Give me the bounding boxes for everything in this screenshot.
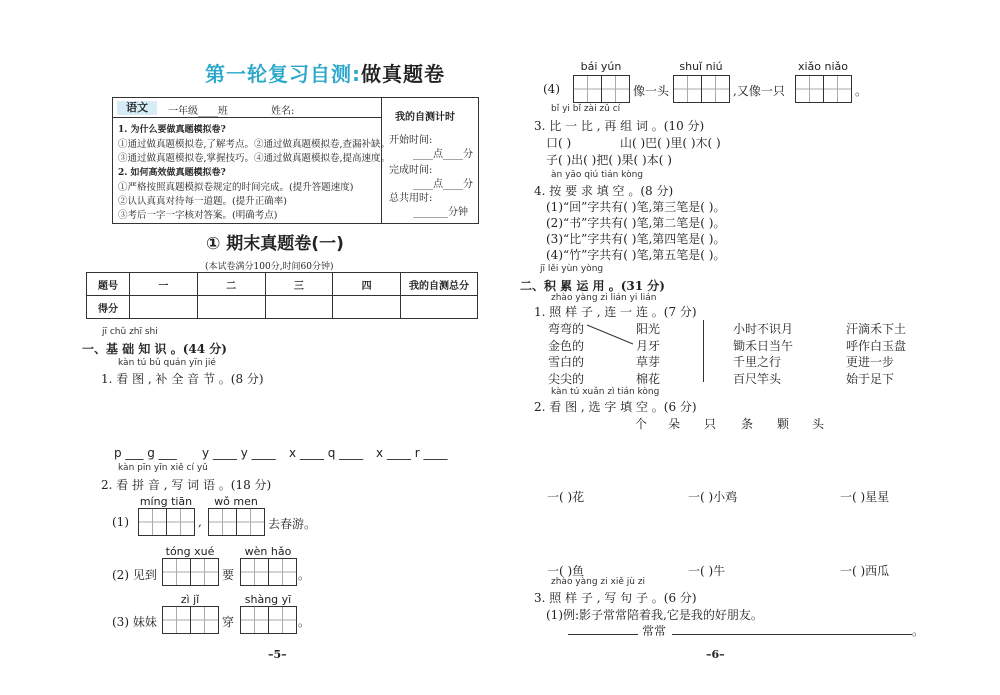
item2-end: 。	[298, 568, 311, 582]
start-label: 开始时间:	[389, 135, 433, 146]
measure-word-blank[interactable]: 一( )鱼	[547, 564, 585, 578]
fill-3: (3)“比”字共有( )笔,第四笔是( )。	[546, 232, 726, 246]
section-1-title: 一、基 础 知 识 。(44 分)	[82, 342, 227, 356]
total-label: 总共用时:	[389, 193, 433, 204]
item2-pinyin-a: tóng xué	[165, 545, 215, 558]
sentence-end: 。	[912, 624, 925, 638]
score-header: 一	[130, 273, 198, 296]
compare-row-1-start: 口( )	[546, 136, 572, 150]
sentence-pinyin: zhào yàng zi xiě jù zi	[551, 577, 646, 587]
choose-word: 头	[812, 417, 825, 431]
q2-title: 2. 看 拼 音 , 写 词 语 。(18 分)	[101, 478, 272, 492]
page-number-right: –6–	[706, 648, 725, 661]
r4-mid1: 像一头	[633, 84, 670, 98]
choose-title: 2. 看 图 , 选 字 填 空 。(6 分)	[534, 400, 697, 414]
answer-1b: ③通过做真题模拟卷,掌握技巧。④通过做真题模拟卷,提高速度。	[118, 153, 391, 164]
q4-pinyin: àn yāo qiú tián kòng	[551, 170, 643, 180]
syllable-4: x ____ r ____	[376, 446, 448, 460]
answer-1a: ①通过做真题模拟卷,了解考点。②通过做真题模拟卷,查漏补缺。	[118, 139, 391, 150]
match-mid: 棉花	[636, 372, 661, 386]
r4-mid2: ,又像一只	[733, 84, 785, 98]
score-header: 四	[333, 273, 401, 296]
item1-comma: ,	[198, 515, 202, 529]
item1-pinyin-b: wǒ men	[214, 495, 258, 508]
match-example-line	[585, 318, 635, 348]
sentence-blank[interactable]	[672, 634, 912, 635]
page-number-left: –5–	[268, 648, 287, 661]
fill-2: (2)“书”字共有( )笔,第二笔是( )。	[546, 216, 726, 230]
item1-pinyin-a: míng tiān	[139, 495, 193, 508]
name-label: 姓名:	[271, 106, 295, 117]
fill-4: (4)“竹”字共有( )笔,第五笔是( )。	[546, 248, 726, 262]
score-row-label: 得分	[87, 296, 130, 319]
r4-pinyin-b: shuǐ niú	[679, 60, 723, 73]
q4-title: 4. 按 要 求 填 空 。(8 分)	[534, 184, 674, 198]
paper-note: (本试卷满分100分,时间60分钟)	[205, 262, 334, 272]
writing-grid[interactable]	[673, 75, 730, 103]
timer-title: 我的自测计时	[395, 112, 455, 123]
syllable-1: p ___ g ___	[114, 446, 177, 460]
answer-2a: ①严格按照真题模拟卷规定的时间完成。(提升答题速度)	[118, 182, 354, 193]
r4-label: (4)	[543, 82, 560, 96]
score-cell[interactable]	[197, 296, 265, 319]
score-header: 我的自测总分	[401, 273, 478, 296]
compare-row-2: 子( )出( )把( )果( )本( )	[546, 153, 672, 167]
q3-title: 3. 比 一 比 , 再 组 词 。(10 分)	[534, 119, 705, 133]
syllable-3: x ____ q ____	[289, 446, 364, 460]
measure-word-blank[interactable]: 一( )西瓜	[840, 564, 890, 578]
r4-end: 。	[855, 84, 868, 98]
choose-pinyin: kàn tú xuǎn zì tián kòng	[551, 387, 660, 397]
q2-pinyin: kàn pīn yīn xiě cí yǔ	[118, 463, 208, 473]
info-box	[112, 97, 479, 224]
score-header: 三	[265, 273, 333, 296]
match-r2: 更进一步	[846, 355, 895, 369]
match-r1: 锄禾日当午	[733, 339, 794, 353]
match-left: 金色的	[548, 339, 585, 353]
finish-label: 完成时间:	[389, 165, 433, 176]
choose-word: 颗	[777, 417, 790, 431]
match-divider	[703, 320, 704, 382]
score-header: 二	[197, 273, 265, 296]
score-cell[interactable]	[265, 296, 333, 319]
section-2-title: 二、积 累 运 用 。(31 分)	[520, 279, 665, 293]
choose-word: 个	[635, 417, 648, 431]
q3-pinyin: bǐ yi bǐ zài zǔ cí	[551, 104, 621, 114]
sentence-example: (1)例:影子常常陪着我,它是我的好朋友。	[546, 608, 763, 622]
writing-grid[interactable]	[162, 558, 219, 586]
item2-mid: 要	[222, 568, 235, 582]
grade-line: 一年级____班	[168, 106, 228, 117]
match-pinyin: zhào yàng zi lián yi lián	[551, 293, 657, 303]
score-header: 题号	[87, 273, 130, 296]
score-cell[interactable]	[401, 296, 478, 319]
match-left: 弯弯的	[548, 322, 585, 336]
match-r1: 小时不识月	[733, 322, 794, 336]
match-r1: 百尺竿头	[733, 372, 782, 386]
measure-word-blank[interactable]: 一( )牛	[688, 564, 726, 578]
measure-word-blank[interactable]: 一( )小鸡	[688, 490, 738, 504]
question-2: 2. 如何高效做真题模拟卷?	[118, 168, 226, 178]
item2-label: (2) 见到	[112, 568, 157, 582]
page-title: 第一轮复习自测:做真题卷	[205, 62, 445, 86]
total-value: _______分钟	[413, 207, 468, 218]
start-clock: ____点____分	[413, 149, 473, 160]
match-r1: 千里之行	[733, 355, 782, 369]
match-mid: 月牙	[636, 339, 661, 353]
item3-label: (3) 妹妹	[112, 615, 157, 629]
q1-pinyin: kàn tú bǔ quán yīn jié	[118, 358, 216, 368]
writing-grid[interactable]	[208, 508, 265, 536]
sentence-fill-word: 常常	[642, 624, 667, 638]
item1-end: 去春游。	[268, 517, 317, 531]
writing-grid[interactable]	[138, 508, 195, 536]
score-cell[interactable]	[130, 296, 198, 319]
match-title: 1. 照 样 子 , 连 一 连 。(7 分)	[534, 305, 697, 319]
question-1: 1. 为什么要做真题模拟卷?	[118, 125, 226, 135]
match-mid: 草芽	[636, 355, 661, 369]
item3-pinyin-b: shàng yī	[244, 593, 292, 606]
answer-2b: ②认认真真对待每一道题。(提升正确率)	[118, 196, 287, 207]
writing-grid[interactable]	[240, 558, 297, 586]
measure-word-blank[interactable]: 一( )星星	[840, 490, 890, 504]
answer-2c: ③考后一字一字核对答案。(明确考点)	[118, 210, 278, 221]
match-r2: 呼作白玉盘	[846, 339, 907, 353]
finish-clock: ____点____分	[413, 179, 473, 190]
paper-title: ① 期末真题卷(一)	[206, 234, 344, 254]
compare-row-1: 山( )巴( )里( )木( )	[620, 136, 721, 150]
match-r2: 始于足下	[846, 372, 895, 386]
section-1-pinyin: jī chǔ zhī shi	[102, 327, 158, 337]
match-r2: 汗滴禾下土	[846, 322, 907, 336]
q1-title: 1. 看 图 , 补 全 音 节 。(8 分)	[101, 372, 264, 386]
item3-mid: 穿	[222, 615, 235, 629]
subject-badge: 语文	[117, 101, 157, 115]
item1-label: (1)	[112, 515, 129, 529]
fill-1: (1)“回”字共有( )笔,第三笔是( )。	[546, 200, 726, 214]
match-left: 雪白的	[548, 355, 585, 369]
sentence-title: 3. 照 样 子 , 写 句 子 。(6 分)	[534, 591, 697, 605]
score-cell[interactable]	[333, 296, 401, 319]
writing-grid[interactable]	[795, 75, 852, 103]
choose-word: 条	[741, 417, 754, 431]
section-2-pinyin: jī lěi yùn yòng	[540, 264, 604, 274]
item3-end: 。	[298, 615, 311, 629]
r4-pinyin-a: bái yún	[580, 60, 622, 73]
match-mid: 阳光	[636, 322, 661, 336]
writing-grid[interactable]	[240, 606, 297, 634]
item3-pinyin-a: zì jǐ	[180, 593, 200, 606]
writing-grid[interactable]	[573, 75, 630, 103]
choose-word: 只	[704, 417, 717, 431]
choose-word: 朵	[668, 417, 681, 431]
item2-pinyin-b: wèn hǎo	[244, 545, 292, 558]
writing-grid[interactable]	[162, 606, 219, 634]
score-table	[86, 272, 478, 319]
syllable-2: y ____ y ____	[202, 446, 276, 460]
measure-word-blank[interactable]: 一( )花	[547, 490, 585, 504]
sentence-blank[interactable]	[568, 634, 638, 635]
match-left: 尖尖的	[548, 372, 585, 386]
r4-pinyin-c: xiǎo niǎo	[797, 60, 849, 73]
